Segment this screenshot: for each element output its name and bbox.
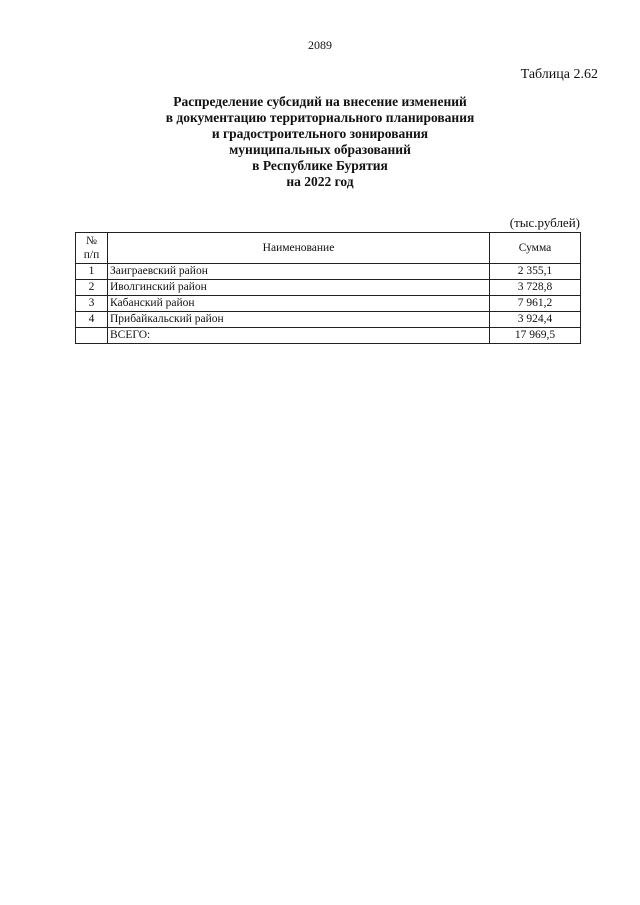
header-number-line2: п/п xyxy=(83,249,100,261)
table-row xyxy=(76,280,581,296)
row-number: 2 xyxy=(76,280,108,296)
title-line: и градостроительного зонирования xyxy=(211,126,429,141)
table-row xyxy=(76,312,581,328)
total-number xyxy=(76,328,108,344)
table-row xyxy=(76,264,581,280)
subsidy-table xyxy=(75,232,581,344)
row-number: 3 xyxy=(76,296,108,312)
units-label: (тыс.рублей) xyxy=(509,215,580,230)
header-number-line1: № xyxy=(86,235,97,247)
title-line: на 2022 год xyxy=(286,174,354,189)
table-body xyxy=(76,264,581,344)
table-header xyxy=(76,233,581,264)
total-row xyxy=(76,328,581,344)
title-line: Распределение субсидий на внесение изменений xyxy=(173,94,467,109)
title-line: муниципальных образований xyxy=(229,142,411,157)
header-name: Наименование xyxy=(108,233,490,264)
row-sum: 2 355,1 xyxy=(490,264,581,280)
row-number: 1 xyxy=(76,264,108,280)
page-number: 2089 xyxy=(308,38,332,52)
header-sum: Сумма xyxy=(490,233,581,264)
row-name: Заиграевский район xyxy=(108,264,490,280)
document-title xyxy=(0,94,640,190)
header-number xyxy=(76,233,108,264)
total-label: ВСЕГО: xyxy=(108,328,490,344)
row-number: 4 xyxy=(76,312,108,328)
row-sum: 3 924,4 xyxy=(490,312,581,328)
row-sum: 3 728,8 xyxy=(490,280,581,296)
row-name: Иволгинский район xyxy=(108,280,490,296)
title-line: в Республике Бурятия xyxy=(252,158,388,173)
table-label: Таблица 2.62 xyxy=(520,67,598,82)
row-name: Прибайкальский район xyxy=(108,312,490,328)
header-row xyxy=(76,233,581,264)
row-name: Кабанский район xyxy=(108,296,490,312)
title-line: в документацию территориального планирования xyxy=(165,110,475,125)
row-sum: 7 961,2 xyxy=(490,296,581,312)
table-row xyxy=(76,296,581,312)
total-sum: 17 969,5 xyxy=(490,328,581,344)
